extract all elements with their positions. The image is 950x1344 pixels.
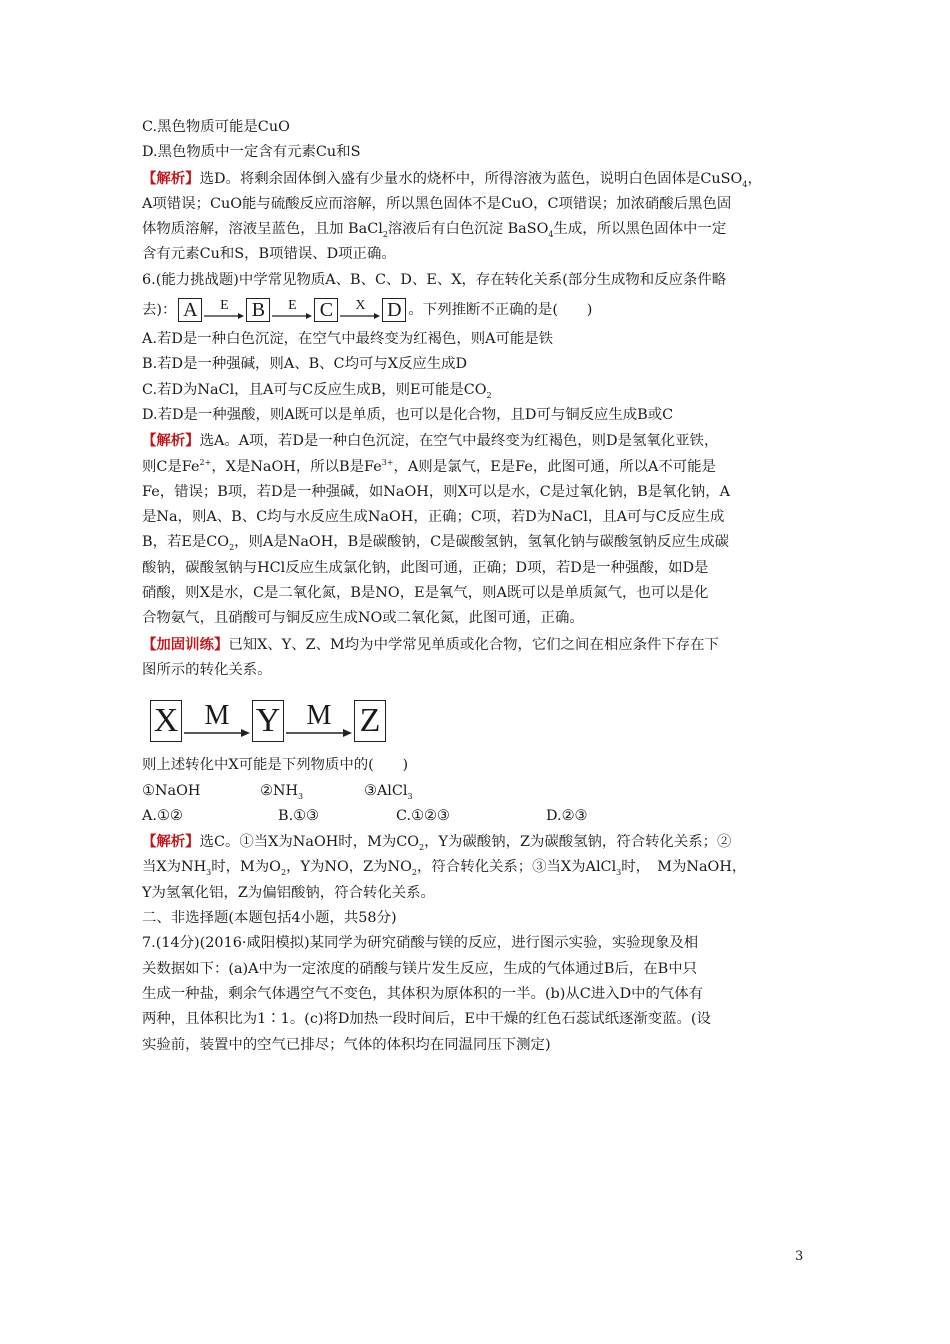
node-c: C <box>314 298 338 322</box>
analysis-line: 硝酸，则X是水，C是二氧化氮，B是NO，E是氧气，则A既可以是单质氮气，也可以是化 <box>142 585 709 602</box>
analysis-line: 含有元素Cu和S，B项错误、D项正确。 <box>142 246 396 263</box>
arrow-m-1: M <box>184 704 250 738</box>
analysis-line: 当X为$NH_3$时，M为$O_2$，Y为NO，Z为$NO_2$，符合转化关系；③当X为AlCl$_3$时， M为NaOH， <box>142 859 747 878</box>
analysis-line: A项错误；CuO能与硫酸反应而溶解，所以黑色固体不是CuO，C项错误；加浓硝酸后黑色固 <box>142 195 732 212</box>
question-7-text: 关数据如下：(a)A中为一定浓度的硝酸与镁片发生反应，生成的气体通过B后，在B中只 <box>142 960 698 977</box>
option-c-text: C.黑色物质可能是CuO <box>142 119 290 135</box>
analysis-label: 【解析】 <box>142 833 200 851</box>
practice-label: 【加固训练】 <box>142 635 229 653</box>
arrow-e-1: E <box>204 300 244 320</box>
question-7-text: 生成一种盐，剩余气体遇空气不变色，其体积为原体积的一半。(b)从C进入D中的气体有 <box>142 985 704 1002</box>
question-7-text: 两种，且体积比为1∶1。(c)将D加热一段时间后，E中干燥的红色石蕊试纸逐渐变蓝。(设 <box>142 1011 711 1028</box>
arrow-e-2: E <box>272 300 312 320</box>
question-6-stem: 6.(能力挑战题)中学常见物质A、B、C、D、E、X，存在转化关系(部分生成物和反应条件略 <box>142 271 727 288</box>
node-z: Z <box>354 700 386 742</box>
node-x: X <box>150 700 182 742</box>
analysis-line: 酸钠，碳酸氢钠与HCl反应生成氯化钠，此图可通，正确；D项，若D是一种强酸，如D是 <box>142 559 709 576</box>
node-b: B <box>246 298 270 322</box>
substance-2: $②NH_3$ <box>260 782 304 801</box>
choice-c: C.①②③ <box>396 807 450 824</box>
choice-b: B.①③ <box>278 807 319 824</box>
question-7-text: 实验前，装置中的空气已排尽；气体的体积均在同温同压下测定) <box>142 1036 551 1053</box>
option-c: C.若D为NaCl，且A可与C反应生成B，则E可能是$CO_2$ <box>142 381 492 400</box>
section-heading: 二、非选择题(本题包括4小题，共58分) <box>142 910 397 927</box>
option-d: D.若D是一种强酸，则A既可以是单质，也可以是化合物，且D可与铜反应生成B或C <box>142 406 674 423</box>
option-a: A.若D是一种白色沉淀，在空气中最终变为红褐色，则A可能是铁 <box>142 331 554 348</box>
analysis-line: Fe，错误；B项，若D是一种强碱，如NaOH，则X可以是水，C是过氧化钠，B是氧化钠，A <box>142 483 731 500</box>
node-d: D <box>382 298 406 322</box>
analysis-line: 【解析】选A。A项，若D是一种白色沉淀，在空气中最终变为红褐色，则D是氢氧化亚铁， <box>142 432 719 450</box>
option-b: B.若D是一种强碱，则A、B、C均可与X反应生成D <box>142 356 468 373</box>
question-7-text: 7.(14分)(2016·咸阳模拟)某同学为研究硝酸与镁的反应，进行图示实验，实验现象及相 <box>142 935 699 952</box>
arrow-m-2: M <box>286 704 352 738</box>
arrow-x: X <box>340 300 380 320</box>
node-a: A <box>178 298 202 322</box>
analysis-line: 是Na，则A、B、C均与水反应生成NaOH，正确；C项，若D为NaCl，且A可与C反应生成 <box>142 509 725 526</box>
analysis-line: 【解析】选D。将剩余固体倒入盛有少量水的烧杯中，所得溶液为蓝色，说明白色固体是CuSO$_4$， <box>142 169 762 189</box>
choice-a: A.①② <box>142 807 183 824</box>
question-6-diagram-line: 去)： A E B E C X D 。下列推断不正确的是( ) <box>142 298 593 322</box>
practice-stem: 图所示的转化关系。 <box>142 661 272 678</box>
analysis-line: 体物质溶解，溶液呈蓝色，且加 BaCl$_2$溶液后有白色沉淀 BaSO$_4$生成，所以黑色固体中一定 <box>142 221 727 240</box>
substance-options <box>142 779 810 804</box>
analysis-line: B，若E是$CO_2$，则A是NaOH，B是碳酸钠，C是碳酸氢钠，氢氧化钠与碳酸氢钠反应生成碳 <box>142 534 729 553</box>
choice-d: D.②③ <box>546 807 588 824</box>
substance-1: ①NaOH <box>142 782 201 799</box>
analysis-line: 则C是$Fe^{2+}$，X是NaOH，所以B是$Fe^{3+}$，A则是氯气，E是Fe，此图可通，所以A不可能是 <box>142 457 716 475</box>
answer-choices <box>142 804 810 829</box>
option-d-text: D.黑色物质中一定含有元素Cu和S <box>142 144 361 161</box>
substance-3: ③AlCl$_3$ <box>364 782 413 801</box>
analysis-line: Y为氢氧化铝，Z为偏铝酸钠，符合转化关系。 <box>142 884 435 901</box>
page-number: 3 <box>795 1249 804 1264</box>
analysis-line: 合物氨气，且硝酸可与铜反应生成NO或二氧化氮，此图可通，正确。 <box>142 610 584 627</box>
analysis-line: 【解析】选C。①当X为NaOH时，M为$CO_2$，Y为碳酸钠，Z为碳酸氢钠，符合转化关系；② <box>142 833 732 853</box>
analysis-label: 【解析】 <box>142 432 200 450</box>
conversion-diagram-abcd <box>178 298 406 322</box>
conversion-diagram-xyz <box>150 691 810 751</box>
practice-question: 则上述转化中X可能是下列物质中的( ) <box>142 757 409 774</box>
analysis-label: 【解析】 <box>142 169 200 187</box>
document-body <box>142 115 810 1058</box>
practice-stem: 【加固训练】已知X、Y、Z、M均为中学常见单质或化合物，它们之间在相应条件下存在下 <box>142 635 719 653</box>
node-y: Y <box>252 700 284 742</box>
